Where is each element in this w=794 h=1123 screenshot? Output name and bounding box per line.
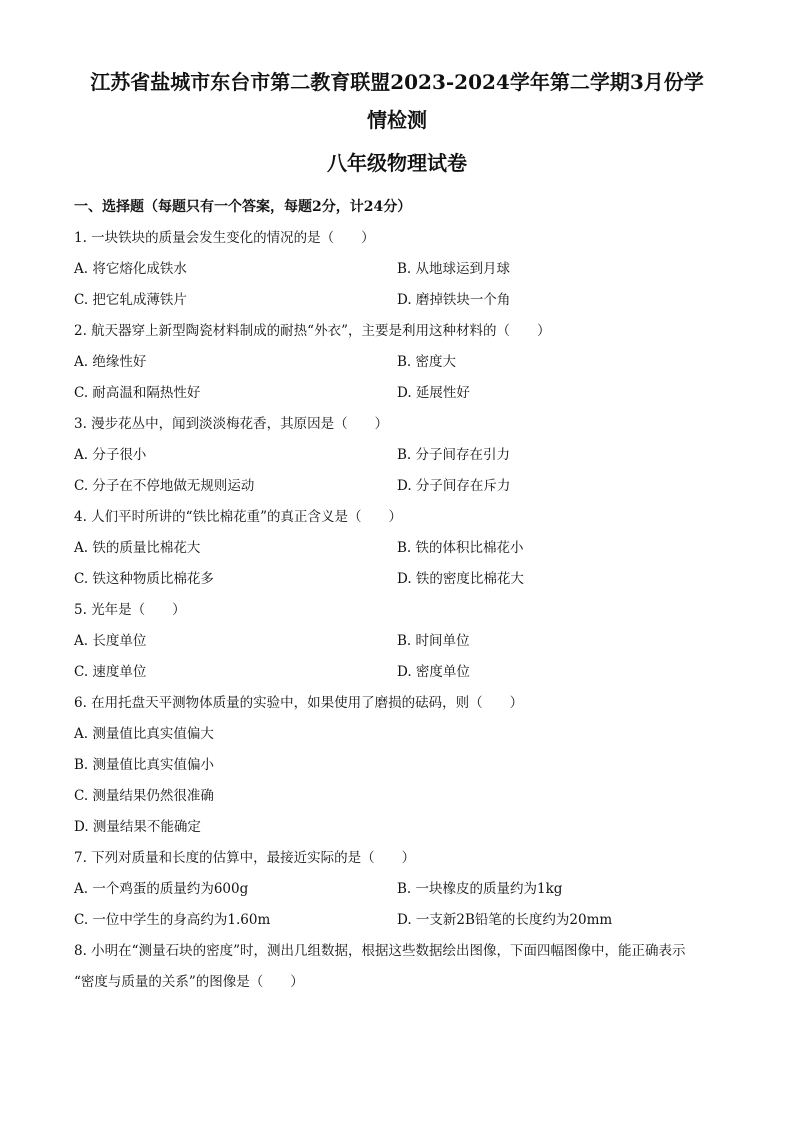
exam-title-line2: 情检测 — [367, 108, 427, 132]
question-4-option-d: D. 铁的密度比棉花大 — [397, 571, 524, 587]
question-5-option-b: B. 时间单位 — [397, 633, 470, 649]
question-5-options — [74, 620, 720, 682]
question-3-option-a: A. 分子很小 — [74, 447, 147, 463]
question-2-option-d: D. 延展性好 — [397, 385, 470, 401]
question-6-option-d: D. 测量结果不能确定 — [74, 819, 201, 835]
question-5-option-d: D. 密度单位 — [397, 664, 470, 680]
question-3-option-c: C. 分子在不停地做无规则运动 — [74, 478, 255, 494]
question-7-option-b: B. 一块橡皮的质量约为1kg — [397, 881, 563, 897]
question-5-stem: 5. 光年是（ ） — [74, 602, 186, 618]
question-3-options — [74, 434, 720, 496]
question-5-option-c: C. 速度单位 — [74, 664, 147, 680]
question-7-option-c: C. 一位中学生的身高约为1.60m — [74, 912, 271, 928]
question-2-option-c: C. 耐高温和隔热性好 — [74, 385, 201, 401]
question-6-option-a: A. 测量值比真实值偏大 — [74, 726, 214, 742]
question-4-option-b: B. 铁的体积比棉花小 — [397, 540, 524, 556]
question-7-stem: 7. 下列对质量和长度的估算中，最接近实际的是（ ） — [74, 850, 416, 866]
exam-subtitle: 八年级物理试卷 — [327, 151, 467, 175]
question-6-option-b: B. 测量值比真实值偏小 — [74, 757, 215, 773]
question-3-stem: 3. 漫步花丛中，闻到淡淡梅花香，其原因是（ ） — [74, 416, 389, 432]
question-1-options — [74, 248, 720, 310]
question-7-options — [74, 868, 720, 930]
question-4-option-a: A. 铁的质量比棉花大 — [74, 540, 201, 556]
question-3-option-d: D. 分子间存在斥力 — [397, 478, 511, 494]
question-4-option-c: C. 铁这种物质比棉花多 — [74, 571, 214, 587]
question-6-stem: 6. 在用托盘天平测物体质量的实验中，如果使用了磨损的砝码，则（ ） — [74, 695, 524, 711]
question-4-options — [74, 527, 720, 589]
question-2-option-b: B. 密度大 — [397, 354, 457, 370]
question-1-option-c: C. 把它轧成薄铁片 — [74, 292, 187, 308]
question-4-stem: 4. 人们平时所讲的“铁比棉花重”的真正含义是（ ） — [74, 509, 402, 525]
question-6-options — [74, 713, 720, 837]
question-7-option-a: A. 一个鸡蛋的质量约为600g — [74, 881, 249, 897]
question-2-option-a: A. 绝缘性好 — [74, 354, 147, 370]
question-8-stem-line2: “密度与质量的关系”的图像是（ ） — [74, 974, 304, 990]
question-1-option-a: A. 将它熔化成铁水 — [74, 261, 187, 277]
section-heading: 一、选择题（每题只有一个答案，每题2分，计24分） — [74, 199, 412, 215]
question-3-option-b: B. 分子间存在引力 — [397, 447, 511, 463]
question-6-option-c: C. 测量结果仍然很准确 — [74, 788, 214, 804]
question-2-options — [74, 341, 720, 403]
question-1-option-d: D. 磨掉铁块一个角 — [397, 292, 511, 308]
question-2-stem: 2. 航天器穿上新型陶瓷材料制成的耐热“外衣”，主要是利用这种材料的（ ） — [74, 323, 551, 339]
question-8-stem: 8. 小明在“测量石块的密度”时，测出几组数据，根据这些数据绘出图像，下面四幅图像中，能正确表示 — [74, 943, 686, 959]
question-5-option-a: A. 长度单位 — [74, 633, 147, 649]
question-1-stem: 1. 一块铁块的质量会发生变化的情况的是（ ） — [74, 230, 375, 246]
exam-title-line1: 江苏省盐城市东台市第二教育联盟2023-2024学年第二学期3月份学 — [90, 70, 704, 94]
question-7-option-d: D. 一支新2B铅笔的长度约为20mm — [397, 912, 613, 928]
question-1-option-b: B. 从地球运到月球 — [397, 261, 511, 277]
